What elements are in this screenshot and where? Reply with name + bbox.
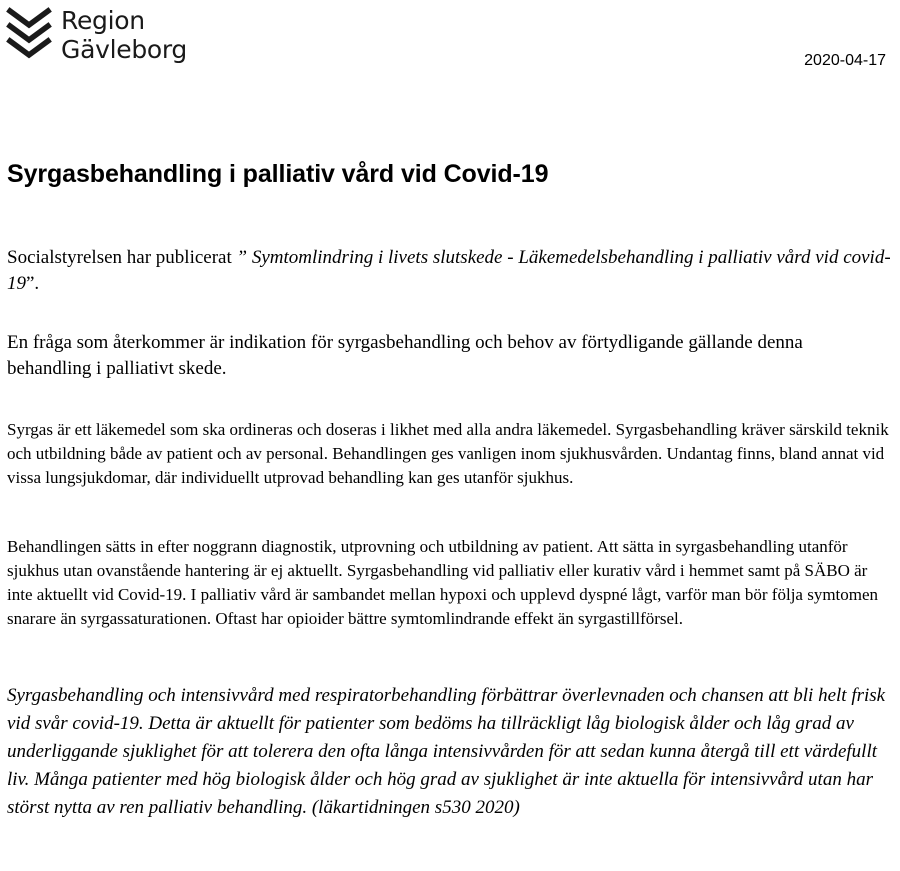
document-header: [0, 0, 900, 80]
paragraph-oxygen-medication: Syrgas är ett läkemedel som ska ordineras och doseras i likhet med alla andra läkemedel. Syrgasbehandling kräver särskild teknik och utbildning både av patient och av personal. Behandlingen ges vanligen inom sjukhusvården. Undantag finns, bland annat vid vissa lungsjukdomar, där individuellt utprovad behandling kan ges utanför sjukhus.: [7, 420, 889, 487]
paragraph-question: En fråga som återkommer är indikation för syrgasbehandling och behov av förtydligande gällande denna behandling i palliativt skede.: [7, 332, 803, 379]
document-date: 2020-04-17: [804, 52, 886, 69]
paragraph-publication-prefix: Socialstyrelsen har publicerat: [7, 247, 237, 268]
publication-title: ” Symtomlindring i livets slutskede - Läkemedelsbehandling i palliativ vård vid covid-19: [7, 247, 891, 294]
paragraph-publication: [7, 245, 891, 297]
document-title: Syrgasbehandling i palliativ vård vid Covid-19: [7, 160, 549, 188]
logo-wordmark: [61, 6, 187, 64]
logo-line-region: Region: [61, 6, 145, 35]
paragraph-publication-suffix: ”.: [26, 273, 40, 294]
paragraph-treatment-criteria: Behandlingen sätts in efter noggrann diagnostik, utprovning och utbildning av patient. Att sätta in syrgasbehandling utanför sjukhus utan ovanstående hantering är ej aktuellt. Syrgasbehandling vid palliativ eller kurativ vård i hemmet samt på SÄBO är inte aktuellt vid Covid-19. I palliativ vård är sambandet mellan hypoxi och upplevd dyspné lågt, varför man bör följa symtomen snarare än syrgassaturationen. Oftast har opioider bättre symtomlindrande effekt än syrgastillförsel.: [7, 537, 879, 628]
logo-line-gavleborg: Gävleborg: [61, 35, 187, 64]
region-gavleborg-logo: [6, 6, 187, 64]
logo-mark-icon: [6, 7, 52, 63]
paragraph-intensive-care-quote: Syrgasbehandling och intensivvård med respiratorbehandling förbättrar överlevnaden och chansen att bli helt frisk vid svår covid-19. Detta är aktuellt för patienter som bedöms ha tillräckligt låg biologisk ålder och låg grad av underliggande sjuklighet för att tolerera den ofta långa intensivvården för att sedan kunna återgå till ett värdefullt liv. Många patienter med hög biologisk ålder och hög grad av sjuklighet är inte aktuella för intensivvård utan har störst nytta av ren palliativ behandling. (läkartidningen s530 2020): [7, 685, 886, 818]
